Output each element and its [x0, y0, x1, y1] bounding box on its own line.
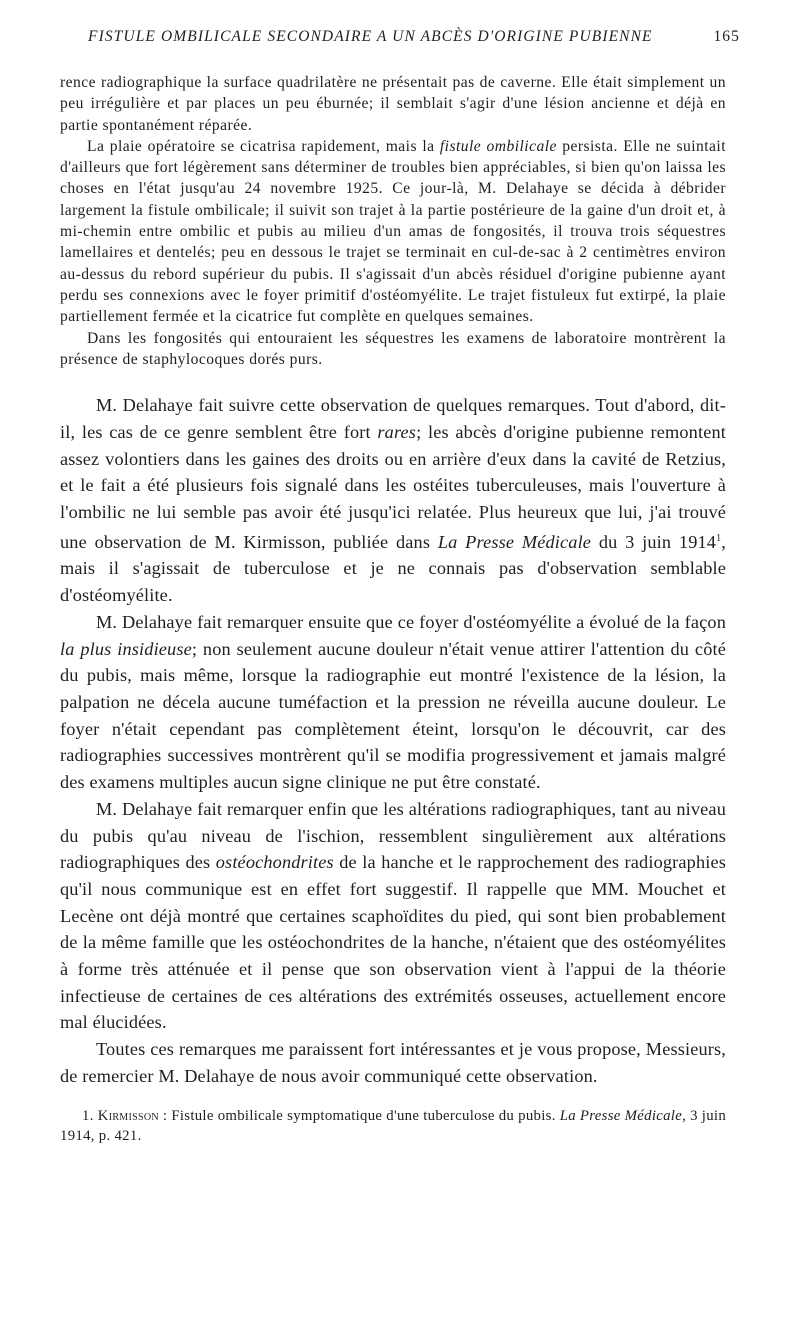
- text: , 3 juin 1914, p. 421.: [60, 1107, 727, 1144]
- text: ; les abcès d'origine pubienne remontent assez volontiers dans les gaines des droits ou en arrière d'eux dans la cavité de Retzius, et le fait a été plusieurs fois signalé dans les ostéites tuberculeuses, mais l'ouverture à l'ombilic ne lui semble pas avoir été jusqu'ici relatée. Plus heureux que lui, j'ai trouvé une observation de M. Kirmisson, publiée dans: [60, 421, 726, 552]
- footnote-ref[interactable]: 1: [716, 532, 722, 544]
- text: M. Delahaye fait suivre cette observation de quelques remarques. Tout d'abord, dit-il, les cas de ce genre semblent être fort: [60, 395, 726, 442]
- page-number: 165: [713, 28, 740, 45]
- paragraph: [60, 136, 726, 328]
- emphasis: fistule ombilicale: [439, 137, 557, 155]
- paragraph: [60, 392, 726, 609]
- running-header: [60, 28, 740, 52]
- text: du 3 juin 1914: [591, 531, 717, 552]
- text: persista. Elle ne suintait d'ailleurs que fort légèrement sans déterminer de troubles bien appréciables, si bien qu'on laissa les choses en l'état jusqu'au 24 novembre 1925. Ce jour-là, M. Delahaye se décida à débrider largement la fistule ombilicale; il suivit son trajet à la partie postérieure de la gaine d'un droit et, à mi-chemin entre ombilic et pubis au milieu d'un amas de fongosités, il trouva trois séquestres lamellaires et dentelés; peu en dessous le trajet se terminait en cul-de-sac à 2 centimètres environ au-dessus du rebord supérieur du pubis. Il s'agissait d'un abcès résiduel d'origine pubienne ayant perdu ses connexions avec le foyer primitif d'ostéomyélite. Le trajet fistuleux fut extirpé, la plaie partiellement fermée et la cicatrice fut complète en quelques semaines.: [60, 137, 726, 326]
- text: de la hanche et le rapprochement des radiographies qu'il nous communique est en effet fort suggestif. Il rappelle que MM. Mouchet et Lecène ont déjà montré que certaines scaphoïdites du pied, qui sont bien probablement de la même famille que les ostéochondrites de la hanche, n'étaient que des ostéomyélites à forme très atténuée et il pense que son observation vient à l'appui de la théorie infectieuse de certaines de ces altérations des extrémités osseuses, actuellement encore mal élucidées.: [60, 852, 726, 1033]
- journal-title: La Presse Médicale: [559, 1107, 683, 1124]
- paragraph: [60, 796, 726, 1036]
- page: [60, 28, 740, 1146]
- running-title: FISTULE OMBILICALE SECONDAIRE A UN ABCÈS D'ORIGINE PUBIENNE: [88, 28, 653, 45]
- observation-continuation: [60, 72, 726, 370]
- footnote-number: 1.: [82, 1107, 94, 1124]
- text: M. Delahaye fait remarquer enfin que les altérations radiographiques, tant au niveau du pubis qu'au niveau de l'ischion, ressemblent singulièrement aux altérations radiographiques des: [60, 798, 726, 873]
- emphasis: la plus insidieuse: [60, 638, 192, 659]
- text: , mais il s'agissait de tuberculose et je ne connais pas d'observation semblable d'ostéomyélite.: [60, 531, 726, 606]
- paragraph: Toutes ces remarques me paraissent fort intéressantes et je vous propose, Messieurs, de remercier M. Delahaye de nous avoir communiqué cette observation.: [60, 1039, 726, 1086]
- text: ; non seulement aucune douleur n'était venue attirer l'attention du côté du pubis, mais même, lorsque la radiographie eut montré l'existence de la lésion, la palpation ne décela aucune tuméfaction et la pression ne réveilla aucune douleur. Le foyer n'était cependant pas complètement éteint, lorsqu'on le découvrit, car des radiographies successives montrèrent qu'il se modifia progressivement et jamais malgré des examens multiples aucun signe clinique ne put être constaté.: [60, 638, 726, 793]
- paragraph: [60, 609, 726, 796]
- footnote: [60, 1106, 726, 1146]
- text: La plaie opératoire se cicatrisa rapidement, mais la: [87, 137, 440, 155]
- footnote-text: [60, 1106, 726, 1146]
- remarks-section: [60, 392, 726, 1089]
- paragraph: Dans les fongosités qui entouraient les séquestres les examens de laboratoire montrèrent la présence de staphylocoques dorés purs.: [60, 329, 726, 368]
- text: M. Delahaye fait remarquer ensuite que ce foyer d'ostéomyélite a évolué de la façon: [96, 611, 726, 632]
- footnote-author: Kirmisson: [97, 1107, 159, 1124]
- paragraph: rence radiographique la surface quadrilatère ne présentait pas de caverne. Elle était simplement un peu irrégulière et par places un peu éburnée; il semblait s'agir d'une lésion ancienne et déjà en partie spontanément réparée.: [60, 74, 726, 134]
- emphasis: La Presse Médicale: [437, 531, 592, 552]
- emphasis: ostéochondrites: [215, 852, 334, 873]
- emphasis: rares: [377, 421, 417, 442]
- text: : Fistule ombilicale symptomatique d'une tuberculose du pubis.: [158, 1107, 560, 1124]
